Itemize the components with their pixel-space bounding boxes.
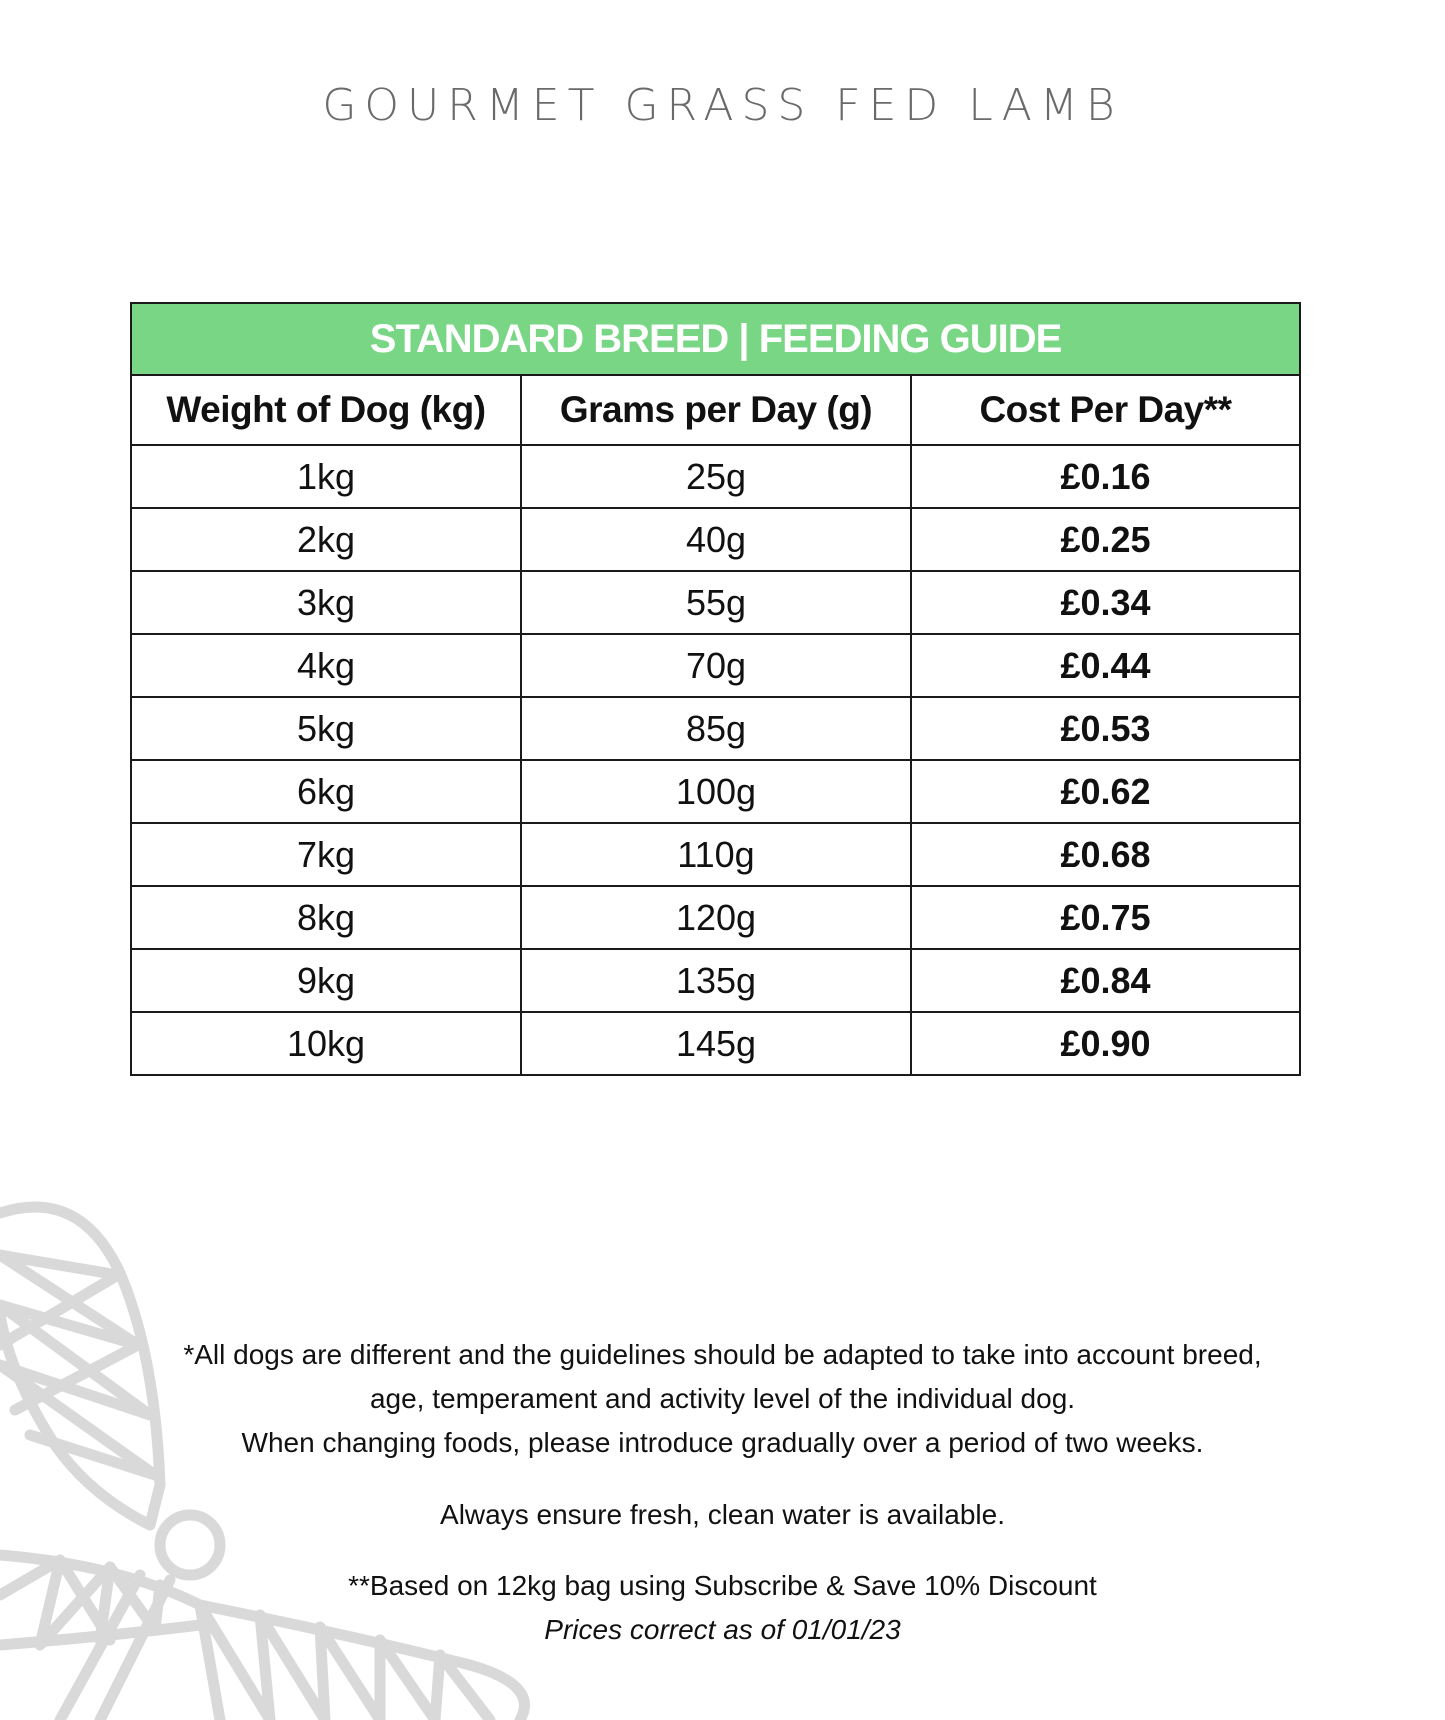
table-row: [131, 697, 1300, 760]
grams-cell: 85g: [521, 697, 911, 760]
table-row: [131, 571, 1300, 634]
grams-cell: 40g: [521, 508, 911, 571]
table-banner: STANDARD BREED | FEEDING GUIDE: [131, 303, 1300, 375]
grams-cell: 25g: [521, 445, 911, 508]
guidelines-note: [60, 1333, 1385, 1465]
table-row: [131, 634, 1300, 697]
table-row: [131, 760, 1300, 823]
grams-cell: 145g: [521, 1012, 911, 1075]
feeding-guide-table: [130, 302, 1301, 1076]
table-header-row: [131, 375, 1300, 445]
column-header-grams: Grams per Day (g): [521, 375, 911, 445]
grams-cell: 110g: [521, 823, 911, 886]
guidelines-line-1: *All dogs are different and the guidelines should be adapted to take into account breed,: [183, 1339, 1262, 1370]
table-row: [131, 1012, 1300, 1075]
weight-cell: 9kg: [131, 949, 521, 1012]
cost-cell: £0.62: [911, 760, 1300, 823]
pricing-note: [60, 1564, 1385, 1652]
cost-cell: £0.90: [911, 1012, 1300, 1075]
water-note: [60, 1493, 1385, 1537]
cost-cell: £0.34: [911, 571, 1300, 634]
cost-cell: £0.84: [911, 949, 1300, 1012]
grams-cell: 100g: [521, 760, 911, 823]
cost-cell: £0.16: [911, 445, 1300, 508]
prices-date-line: Prices correct as of 01/01/23: [544, 1614, 901, 1645]
weight-cell: 8kg: [131, 886, 521, 949]
table-row: [131, 949, 1300, 1012]
weight-cell: 1kg: [131, 445, 521, 508]
cost-cell: £0.44: [911, 634, 1300, 697]
column-header-cost: Cost Per Day**: [911, 375, 1300, 445]
cost-cell: £0.53: [911, 697, 1300, 760]
weight-cell: 6kg: [131, 760, 521, 823]
table-row: [131, 445, 1300, 508]
weight-cell: 5kg: [131, 697, 521, 760]
grams-cell: 55g: [521, 571, 911, 634]
guidelines-line-3: When changing foods, please introduce gradually over a period of two weeks.: [241, 1427, 1204, 1458]
water-line: Always ensure fresh, clean water is available.: [440, 1499, 1005, 1530]
weight-cell: 4kg: [131, 634, 521, 697]
cost-cell: £0.75: [911, 886, 1300, 949]
table-banner-row: [131, 303, 1300, 375]
weight-cell: 2kg: [131, 508, 521, 571]
column-header-weight: Weight of Dog (kg): [131, 375, 521, 445]
weight-cell: 10kg: [131, 1012, 521, 1075]
cost-cell: £0.25: [911, 508, 1300, 571]
cost-cell: £0.68: [911, 823, 1300, 886]
weight-cell: 3kg: [131, 571, 521, 634]
grams-cell: 135g: [521, 949, 911, 1012]
table-row: [131, 508, 1300, 571]
grams-cell: 70g: [521, 634, 911, 697]
page-title: GOURMET GRASS FED LAMB: [322, 80, 1123, 131]
pricing-basis-line: **Based on 12kg bag using Subscribe & Save 10% Discount: [348, 1570, 1097, 1601]
table-row: [131, 823, 1300, 886]
weight-cell: 7kg: [131, 823, 521, 886]
grams-cell: 120g: [521, 886, 911, 949]
table-row: [131, 886, 1300, 949]
guidelines-line-2: age, temperament and activity level of the individual dog.: [369, 1383, 1076, 1414]
